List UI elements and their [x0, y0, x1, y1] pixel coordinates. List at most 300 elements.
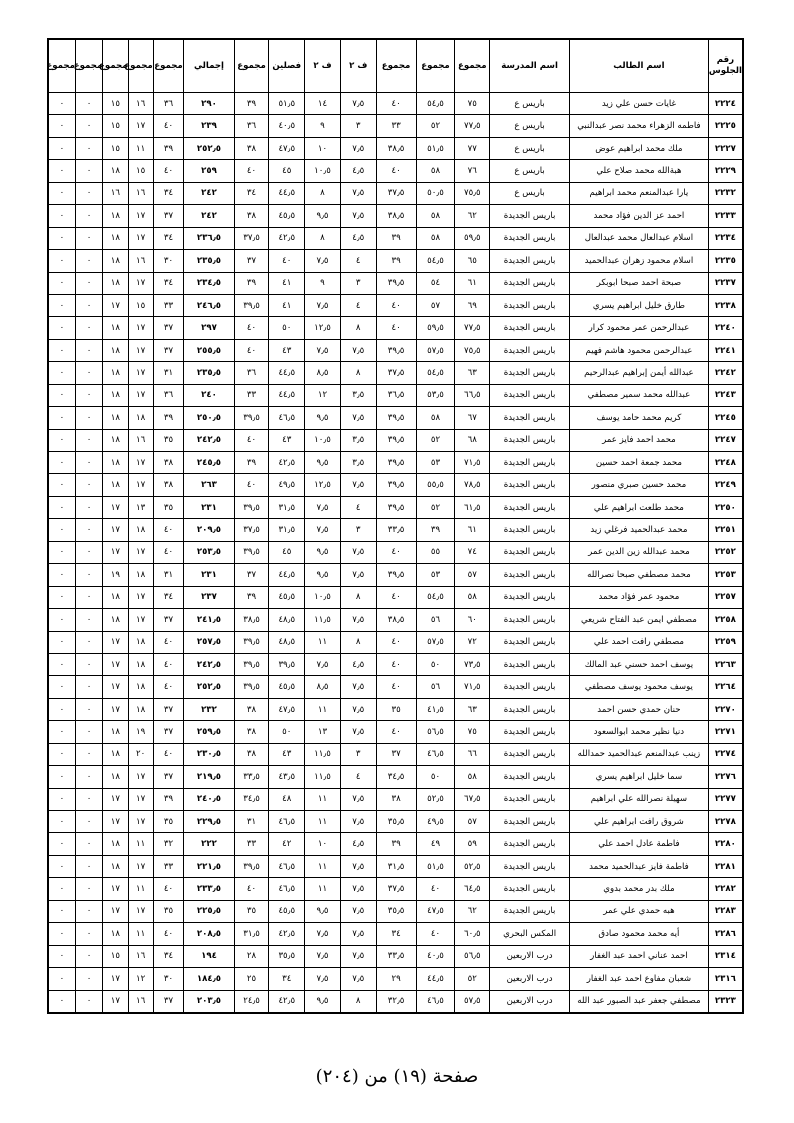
score-cell: ٣٤ — [234, 182, 269, 204]
score-cell: ٣٠ — [153, 968, 183, 990]
column-header: مجموع — [103, 39, 128, 93]
score-cell: ٣٧ — [153, 205, 183, 227]
score-cell: ٤٫٥ — [340, 160, 376, 182]
score-cell: ٣ — [340, 743, 376, 765]
score-cell: ٧١٫٥ — [455, 452, 490, 474]
school-name-cell: باريس الجديدة — [490, 452, 570, 474]
roll-number-cell: ٢٢٤٩ — [708, 474, 743, 496]
school-name-cell: باريس الجديدة — [490, 205, 570, 227]
score-cell: ٥٨ — [455, 586, 490, 608]
roll-number-cell: ٢٢٣٧ — [708, 272, 743, 294]
score-cell: ٥٤ — [416, 272, 455, 294]
score-cell: ٧٫٥ — [305, 519, 341, 541]
score-cell: ٠ — [48, 452, 75, 474]
score-cell: ٤ — [340, 766, 376, 788]
student-name-cell: عبدالرحمن محمود هاشم فهيم — [570, 339, 709, 361]
table-row — [48, 990, 743, 1013]
table-row — [48, 160, 743, 182]
score-cell: ١٤ — [305, 93, 341, 115]
school-name-cell: باريس الجديدة — [490, 766, 570, 788]
total-cell: ٢٤٢٫٥ — [184, 653, 234, 675]
score-cell: ٠ — [75, 496, 102, 518]
student-name-cell: اسلام عبدالعال محمد عبدالعال — [570, 227, 709, 249]
score-cell: ٣٩٫٥ — [234, 676, 269, 698]
table-row — [48, 137, 743, 159]
score-cell: ٣٧ — [153, 766, 183, 788]
score-cell: ٣٫٥ — [340, 429, 376, 451]
score-cell: ٠ — [75, 93, 102, 115]
score-cell: ١٧ — [103, 900, 128, 922]
column-header: اسم المدرسة — [490, 39, 570, 93]
roll-number-cell: ٢٢٤٧ — [708, 429, 743, 451]
score-cell: ٠ — [48, 294, 75, 316]
score-cell: ٢٤٫٥ — [234, 990, 269, 1013]
score-cell: ١٩ — [128, 721, 153, 743]
total-cell: ٢٤٢ — [184, 182, 234, 204]
total-cell: ٢٣٥٫٥ — [184, 250, 234, 272]
score-cell: ٤٠ — [376, 294, 416, 316]
score-cell: ٢٩ — [376, 968, 416, 990]
score-cell: ٤٠ — [376, 160, 416, 182]
score-cell: ٤١٫٥ — [416, 698, 455, 720]
score-cell: ١٧ — [128, 609, 153, 631]
score-cell: ٤٤٫٥ — [269, 362, 305, 384]
student-name-cell: غايات حسن علي زيد — [570, 93, 709, 115]
score-cell: ٠ — [75, 519, 102, 541]
total-cell: ٢١٩٫٥ — [184, 766, 234, 788]
table-row — [48, 945, 743, 967]
score-cell: ٤٦٫٥ — [269, 855, 305, 877]
table-row — [48, 317, 743, 339]
score-cell: ٧٥ — [455, 721, 490, 743]
score-cell: ١٨ — [103, 766, 128, 788]
score-cell: ٦١٫٥ — [455, 496, 490, 518]
score-cell: ٣٩ — [234, 452, 269, 474]
score-cell: ٦٧ — [455, 407, 490, 429]
score-cell: ٤٧٫٥ — [269, 137, 305, 159]
table-row — [48, 362, 743, 384]
score-cell: ٦٦٫٥ — [455, 384, 490, 406]
roll-number-cell: ٢٣٢٣ — [708, 990, 743, 1013]
score-cell: ٠ — [48, 474, 75, 496]
score-cell: ٠ — [48, 631, 75, 653]
score-cell: ٧٫٥ — [340, 564, 376, 586]
score-cell: ٥٢ — [416, 429, 455, 451]
score-cell: ٣٩٫٥ — [234, 541, 269, 563]
student-name-cell: ملك محمد ابراهيم عوض — [570, 137, 709, 159]
score-cell: ١٨ — [103, 721, 128, 743]
student-name-cell: احمد عناني احمد عبد الغفار — [570, 945, 709, 967]
score-cell: ١٠٫٥ — [305, 586, 341, 608]
score-cell: ١٨ — [103, 339, 128, 361]
score-cell: ٣٢ — [153, 833, 183, 855]
roll-number-cell: ٢٢٨٣ — [708, 900, 743, 922]
score-cell: ٣٧ — [153, 609, 183, 631]
score-cell: ٣٣ — [234, 833, 269, 855]
score-cell: ٤٠ — [153, 653, 183, 675]
score-cell: ١٠ — [305, 137, 341, 159]
score-cell: ٠ — [75, 631, 102, 653]
score-cell: ٣٩ — [234, 586, 269, 608]
score-cell: ٤٥٫٥ — [269, 205, 305, 227]
score-cell: ٣٨ — [234, 205, 269, 227]
score-cell: ٤٠ — [153, 115, 183, 137]
score-cell: ٠ — [48, 653, 75, 675]
score-cell: ٤٠ — [416, 923, 455, 945]
score-cell: ٥٩٫٥ — [455, 227, 490, 249]
score-cell: ٠ — [75, 586, 102, 608]
score-cell: ١٥ — [103, 115, 128, 137]
table-row — [48, 205, 743, 227]
table-row — [48, 227, 743, 249]
score-cell: ٤٥ — [269, 160, 305, 182]
score-cell: ١٨ — [103, 384, 128, 406]
score-cell: ٠ — [75, 923, 102, 945]
roll-number-cell: ٢٢٣٥ — [708, 250, 743, 272]
score-cell: ٣٩ — [376, 250, 416, 272]
total-cell: ٢٥٥٫٥ — [184, 339, 234, 361]
score-cell: ٤٣ — [269, 429, 305, 451]
score-cell: ٣٩ — [234, 93, 269, 115]
table-row — [48, 474, 743, 496]
score-cell: ١٨ — [128, 631, 153, 653]
score-cell: ٠ — [48, 541, 75, 563]
total-cell: ٢٥٠٫٥ — [184, 407, 234, 429]
score-cell: ٠ — [75, 272, 102, 294]
score-cell: ٣٠ — [153, 250, 183, 272]
score-cell: ٧٫٥ — [340, 205, 376, 227]
table-row — [48, 519, 743, 541]
roll-number-cell: ٢٢٤٨ — [708, 452, 743, 474]
score-cell: ٨ — [340, 631, 376, 653]
roll-number-cell: ٢٢٤٢ — [708, 362, 743, 384]
score-cell: ٣٨ — [234, 721, 269, 743]
score-cell: ٧٫٥ — [340, 923, 376, 945]
roll-number-cell: ٢٢٥٣ — [708, 564, 743, 586]
student-name-cell: محمد عبدالله زين الدين عمر — [570, 541, 709, 563]
score-cell: ٧٫٥ — [340, 93, 376, 115]
score-cell: ٤٢٫٥ — [269, 452, 305, 474]
score-cell: ٣١٫٥ — [269, 496, 305, 518]
score-cell: ١٥ — [128, 160, 153, 182]
score-cell: ١٧ — [103, 990, 128, 1013]
score-cell: ٣٧ — [153, 990, 183, 1013]
score-cell: ١٣ — [128, 496, 153, 518]
student-name-cell: محمد طلعت ابراهيم علي — [570, 496, 709, 518]
score-cell: ٧٫٥ — [340, 968, 376, 990]
school-name-cell: باريس الجديدة — [490, 743, 570, 765]
score-cell: ٥٤٫٥ — [416, 586, 455, 608]
score-cell: ٠ — [75, 407, 102, 429]
score-cell: ٣٩٫٥ — [376, 474, 416, 496]
score-cell: ٥٦ — [416, 609, 455, 631]
score-cell: ١٧ — [128, 205, 153, 227]
score-cell: ٣٤ — [153, 586, 183, 608]
score-cell: ٩٫٥ — [305, 564, 341, 586]
score-cell: ٠ — [75, 182, 102, 204]
score-cell: ٣٩٫٥ — [234, 496, 269, 518]
student-name-cell: صبحة احمد صبحا ابوبكر — [570, 272, 709, 294]
score-cell: ٤٢٫٥ — [269, 990, 305, 1013]
score-cell: ٥٨ — [416, 205, 455, 227]
score-cell: ١٨ — [103, 429, 128, 451]
table-row — [48, 676, 743, 698]
score-cell: ١٨ — [103, 250, 128, 272]
student-name-cell: محمد مصطفي صبحا نصرالله — [570, 564, 709, 586]
table-row — [48, 93, 743, 115]
score-cell: ٠ — [48, 317, 75, 339]
score-cell: ٧٫٥ — [305, 945, 341, 967]
score-cell: ٨٫٥ — [305, 676, 341, 698]
total-cell: ٢٣٤٫٥ — [184, 272, 234, 294]
score-cell: ٤ — [340, 294, 376, 316]
score-cell: ١٧ — [128, 855, 153, 877]
score-cell: ٤٠ — [153, 923, 183, 945]
school-name-cell: باريس الجديدة — [490, 407, 570, 429]
table-row — [48, 272, 743, 294]
score-cell: ٠ — [75, 878, 102, 900]
school-name-cell: باريس الجديدة — [490, 317, 570, 339]
score-cell: ١٨ — [103, 474, 128, 496]
score-cell: ١٢٫٥ — [305, 317, 341, 339]
score-cell: ٠ — [48, 878, 75, 900]
score-cell: ٣٥٫٥ — [376, 811, 416, 833]
score-cell: ٤٥٫٥ — [269, 676, 305, 698]
score-cell: ١٨ — [128, 698, 153, 720]
score-cell: ٣١٫٥ — [234, 923, 269, 945]
score-cell: ٠ — [75, 945, 102, 967]
score-cell: ١٠٫٥ — [305, 429, 341, 451]
student-name-cell: زينب عبدالمنعم عبدالحميد حمدالله — [570, 743, 709, 765]
score-cell: ٣٦ — [234, 115, 269, 137]
student-name-cell: سهيلة نصرالله علي ابراهيم — [570, 788, 709, 810]
school-name-cell: باريس الجديدة — [490, 272, 570, 294]
roll-number-cell: ٢٢٧٧ — [708, 788, 743, 810]
score-cell: ٧٫٥ — [340, 721, 376, 743]
roll-number-cell: ٢٢٧٤ — [708, 743, 743, 765]
student-name-cell: عبدالله أيمن إبراهيم عبدالرحيم — [570, 362, 709, 384]
total-cell: ٢٤٦٫٥ — [184, 294, 234, 316]
score-cell: ٣٥ — [376, 698, 416, 720]
student-name-cell: يارا عبدالمنعم محمد ابراهيم — [570, 182, 709, 204]
score-cell: ٣٨٫٥ — [376, 137, 416, 159]
score-cell: ٦١ — [455, 519, 490, 541]
score-cell: ٧٫٥ — [340, 945, 376, 967]
score-cell: ٧٫٥ — [305, 294, 341, 316]
score-cell: ٠ — [75, 541, 102, 563]
score-cell: ٩٫٥ — [305, 900, 341, 922]
score-cell: ٣٩ — [153, 407, 183, 429]
score-cell: ٣٥ — [153, 811, 183, 833]
score-cell: ٧١٫٥ — [455, 676, 490, 698]
score-cell: ١١ — [305, 788, 341, 810]
roll-number-cell: ٢٢٤١ — [708, 339, 743, 361]
score-cell: ١١ — [128, 923, 153, 945]
score-cell: ٠ — [75, 609, 102, 631]
score-cell: ١٧ — [128, 272, 153, 294]
score-cell: ٣٫٥ — [340, 384, 376, 406]
score-cell: ٥١٫٥ — [269, 93, 305, 115]
score-cell: ٣٧ — [376, 743, 416, 765]
score-cell: ٣٦ — [153, 93, 183, 115]
total-cell: ٢٠٨٫٥ — [184, 923, 234, 945]
score-cell: ١١ — [128, 137, 153, 159]
school-name-cell: درب الاربعين — [490, 968, 570, 990]
student-name-cell: أيه محمد محمود صادق — [570, 923, 709, 945]
score-cell: ١١٫٥ — [305, 766, 341, 788]
score-cell: ١٧ — [103, 653, 128, 675]
score-cell: ٣٨ — [153, 474, 183, 496]
score-cell: ١٨ — [128, 407, 153, 429]
score-cell: ٣٩٫٥ — [376, 496, 416, 518]
student-name-cell: حنان حمدي حسن احمد — [570, 698, 709, 720]
score-cell: ٧٧ — [455, 137, 490, 159]
score-cell: ٤٤٫٥ — [269, 182, 305, 204]
score-cell: ٠ — [48, 384, 75, 406]
score-cell: ٤٠ — [153, 160, 183, 182]
score-cell: ٠ — [75, 362, 102, 384]
score-cell: ٤١ — [269, 272, 305, 294]
score-cell: ١٨ — [103, 743, 128, 765]
student-name-cell: هبه حمدي علي عمر — [570, 900, 709, 922]
score-cell: ٩٫٥ — [305, 990, 341, 1013]
roll-number-cell: ٢٢٣٣ — [708, 205, 743, 227]
score-cell: ١٨ — [128, 653, 153, 675]
score-cell: ٤٣ — [269, 339, 305, 361]
score-cell: ١٧ — [128, 362, 153, 384]
score-cell: ٦٩ — [455, 294, 490, 316]
student-name-cell: فاطمه الزهراء محمد نصر عبدالنبي — [570, 115, 709, 137]
score-cell: ٠ — [48, 766, 75, 788]
table-row — [48, 878, 743, 900]
score-cell: ١٧ — [128, 541, 153, 563]
roll-number-cell: ٢٢٢٥ — [708, 115, 743, 137]
score-cell: ٧٫٥ — [340, 137, 376, 159]
score-cell: ٠ — [48, 137, 75, 159]
score-cell: ٥٥٫٥ — [416, 474, 455, 496]
roll-number-cell: ٢٢٥٩ — [708, 631, 743, 653]
total-cell: ١٨٤٫٥ — [184, 968, 234, 990]
table-row — [48, 855, 743, 877]
score-cell: ٤٠ — [234, 339, 269, 361]
score-cell: ٥٤٫٥ — [416, 250, 455, 272]
score-cell: ٧٣٫٥ — [455, 653, 490, 675]
school-name-cell: باريس الجديدة — [490, 541, 570, 563]
score-cell: ٩٫٥ — [305, 541, 341, 563]
score-cell: ٨ — [340, 990, 376, 1013]
score-cell: ٠ — [48, 923, 75, 945]
score-cell: ٠ — [75, 676, 102, 698]
column-header: إجمالي — [184, 39, 234, 93]
score-cell: ٣١ — [153, 564, 183, 586]
score-cell: ٥٣ — [416, 564, 455, 586]
table-row — [48, 788, 743, 810]
score-cell: ٠ — [75, 855, 102, 877]
score-cell: ٠ — [48, 586, 75, 608]
score-cell: ٤٦٫٥ — [416, 990, 455, 1013]
score-cell: ٤٠ — [153, 541, 183, 563]
column-header: مجموع — [153, 39, 183, 93]
score-cell: ١٧ — [128, 811, 153, 833]
score-cell: ٢٠ — [128, 743, 153, 765]
score-cell: ٤٠ — [234, 160, 269, 182]
score-cell: ٣٩ — [376, 227, 416, 249]
score-cell: ٧٫٥ — [340, 339, 376, 361]
score-cell: ٦٠٫٥ — [455, 923, 490, 945]
total-cell: ٢٥٩ — [184, 160, 234, 182]
score-cell: ٣٤ — [153, 182, 183, 204]
score-cell: ٧٧٫٥ — [455, 115, 490, 137]
score-cell: ٥٠ — [416, 653, 455, 675]
score-cell: ١٠ — [305, 833, 341, 855]
score-cell: ١٧ — [103, 496, 128, 518]
score-cell: ٣٩٫٥ — [376, 564, 416, 586]
score-cell: ٥٣٫٥ — [416, 384, 455, 406]
total-cell: ٢٣٩ — [184, 115, 234, 137]
score-cell: ٤٠ — [416, 878, 455, 900]
score-cell: ٣٣ — [153, 855, 183, 877]
score-cell: ٠ — [48, 339, 75, 361]
score-cell: ٧٧٫٥ — [455, 317, 490, 339]
table-row — [48, 631, 743, 653]
score-cell: ١٨ — [103, 855, 128, 877]
score-cell: ٠ — [75, 900, 102, 922]
score-cell: ١١ — [128, 878, 153, 900]
roll-number-cell: ٢٢٥٧ — [708, 586, 743, 608]
score-cell: ٢٥ — [234, 968, 269, 990]
score-cell: ٣٩٫٥ — [234, 294, 269, 316]
total-cell: ٢٣٠٫٥ — [184, 743, 234, 765]
total-cell: ٢٤٠٫٥ — [184, 788, 234, 810]
score-cell: ٣٦٫٥ — [376, 384, 416, 406]
score-cell: ٣٨٫٥ — [376, 609, 416, 631]
score-cell: ٤٤٫٥ — [269, 384, 305, 406]
score-cell: ١٧ — [128, 586, 153, 608]
score-cell: ١٥ — [128, 294, 153, 316]
score-cell: ٤٦٫٥ — [269, 811, 305, 833]
score-cell: ١٦ — [128, 250, 153, 272]
school-name-cell: درب الاربعين — [490, 990, 570, 1013]
score-cell: ١٧ — [128, 227, 153, 249]
score-cell: ٤٧٫٥ — [416, 900, 455, 922]
school-name-cell: باريس الجديدة — [490, 721, 570, 743]
score-cell: ٣٧٫٥ — [376, 362, 416, 384]
score-cell: ٣٧ — [234, 250, 269, 272]
total-cell: ٢٥٢٫٥ — [184, 676, 234, 698]
total-cell: ٢٣٧ — [184, 586, 234, 608]
score-cell: ٧٫٥ — [305, 653, 341, 675]
roll-number-cell: ٢٢٢٩ — [708, 160, 743, 182]
total-cell: ٢٤٢٫٥ — [184, 429, 234, 451]
score-cell: ٤٫٥ — [340, 227, 376, 249]
score-cell: ٠ — [48, 115, 75, 137]
student-name-cell: طارق خليل ابراهيم يسري — [570, 294, 709, 316]
score-cell: ١٧ — [103, 968, 128, 990]
score-cell: ٤٠ — [376, 586, 416, 608]
score-cell: ٣٨٫٥ — [234, 609, 269, 631]
column-header: مجموع — [75, 39, 102, 93]
score-cell: ٠ — [75, 968, 102, 990]
score-cell: ٣٨ — [234, 743, 269, 765]
total-cell: ٢٤١٫٥ — [184, 609, 234, 631]
score-cell: ١٧ — [128, 339, 153, 361]
score-cell: ٠ — [48, 93, 75, 115]
score-cell: ٠ — [48, 182, 75, 204]
table-row — [48, 743, 743, 765]
roll-number-cell: ٢٢٧٨ — [708, 811, 743, 833]
score-cell: ٧٨٫٥ — [455, 474, 490, 496]
student-name-cell: محمد عبدالحميد فرغلي زيد — [570, 519, 709, 541]
